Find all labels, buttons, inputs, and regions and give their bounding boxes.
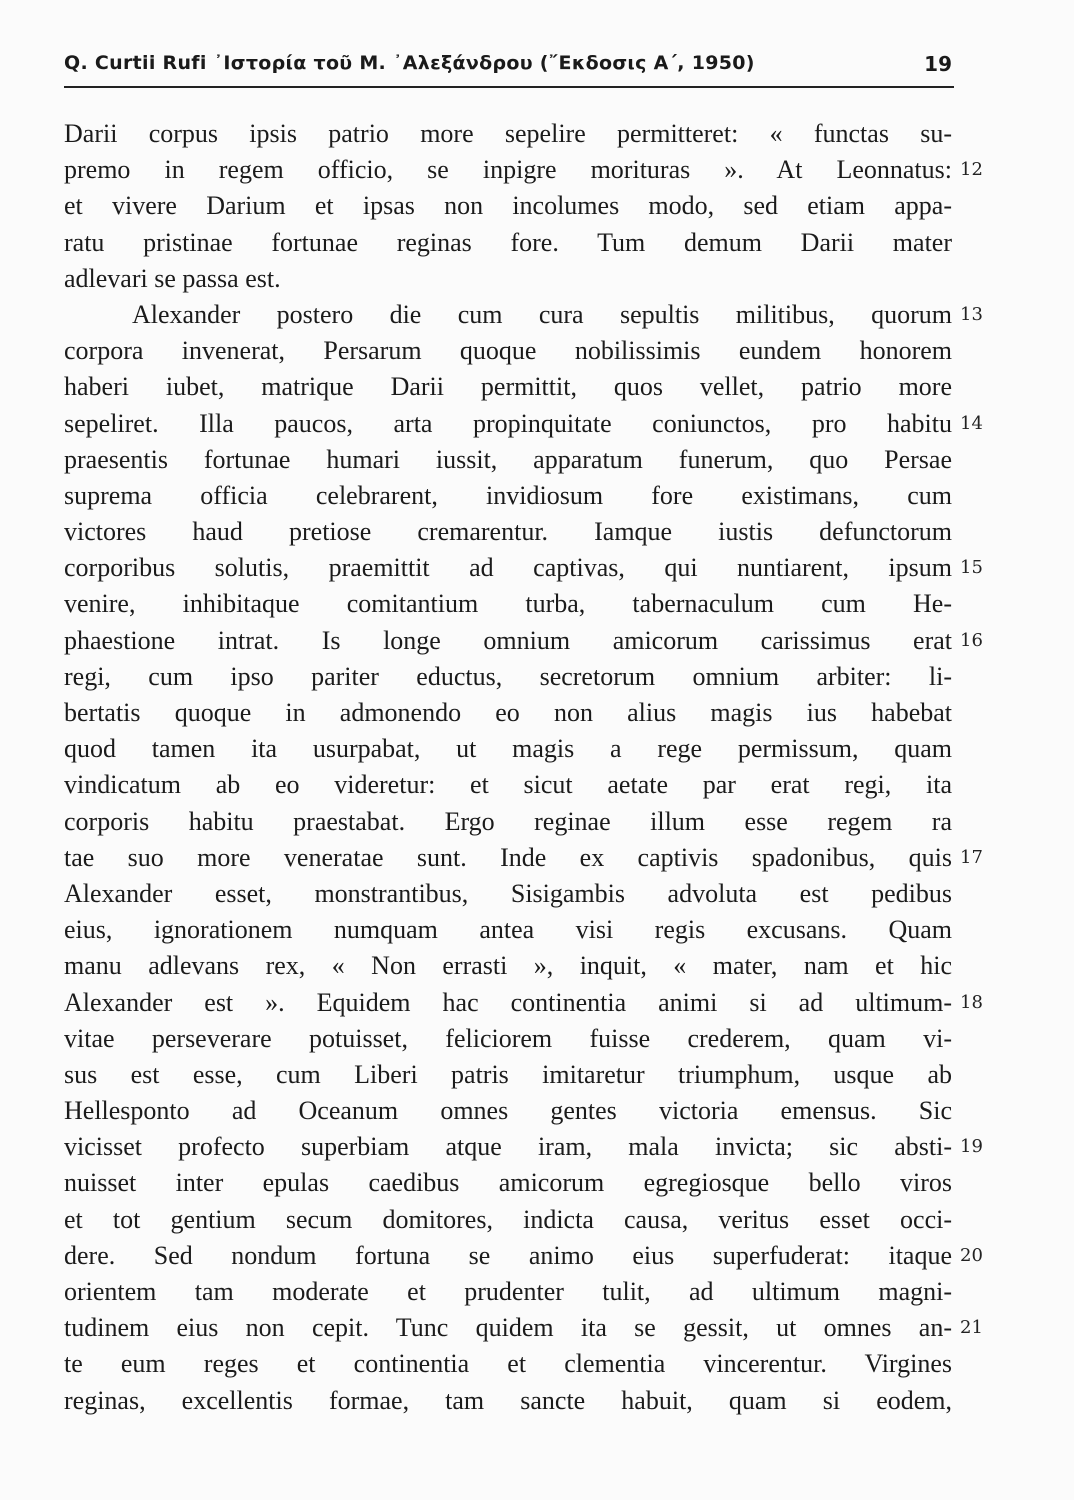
line-text: haberi iubet, matrique Darii permittit, quos vellet, patrio more <box>64 372 952 402</box>
section-number: 17 <box>960 846 983 868</box>
line-text: reginas, excellentis formae, tam sancte habuit, quam si eodem, <box>64 1385 952 1415</box>
text-line <box>64 767 952 803</box>
text-line <box>64 695 952 731</box>
text-line <box>64 514 952 550</box>
line-text: corporibus solutis, praemittit ad captivas, qui nuntiarent, ipsum <box>64 553 952 583</box>
page-number: 19 <box>924 52 952 76</box>
text-line <box>64 1057 952 1093</box>
line-text: et tot gentium secum domitores, indicta causa, veritus esset occi- <box>64 1204 952 1234</box>
line-text: quod tamen ita usurpabat, ut magis a rege permissum, quam <box>64 734 952 764</box>
section-number: 14 <box>960 412 983 434</box>
line-text: manu adlevans rex, « Non errasti », inquit, « mater, nam et hic <box>64 951 952 981</box>
line-text: nuisset inter epulas caedibus amicorum egregiosque bello viros <box>64 1168 952 1198</box>
line-text: phaestione intrat. Is longe omnium amicorum carissimus erat <box>64 625 952 655</box>
header-title: Q. Curtii Rufi ᾽Ιστορία τοῦ Μ. ᾽Αλεξάνδρου (῎Εκδοσις Α΄, 1950) <box>64 52 755 74</box>
line-text: adlevari se passa est. <box>64 263 281 293</box>
line-text: vitae perseverare potuisset, feliciorem fuisse crederem, quam vi- <box>64 1023 952 1053</box>
text-line <box>64 550 983 586</box>
text-line <box>64 333 952 369</box>
text-line <box>64 731 952 767</box>
line-text: bertatis quoque in admonendo eo non alius magis ius habebat <box>64 698 952 727</box>
text-line <box>64 804 952 840</box>
text-line <box>64 152 983 188</box>
text-line <box>64 1021 952 1057</box>
line-text: dere. Sed nondum fortuna se animo eius superfuderat: itaque <box>64 1240 952 1270</box>
text-line <box>64 840 983 876</box>
section-number: 12 <box>960 159 983 181</box>
text-line <box>64 1346 952 1382</box>
text-line <box>64 406 983 442</box>
text-line <box>64 1238 983 1274</box>
text-line <box>64 116 952 152</box>
line-text: regi, cum ipso pariter eductus, secretorum omnium arbiter: li- <box>64 661 952 691</box>
line-text: tudinem eius non cepit. Tunc quidem ita se gessit, ut omnes an- <box>64 1313 952 1343</box>
line-text: te eum reges et continentia et clementia vincerentur. Virgines <box>64 1349 952 1379</box>
line-text: et vivere Darium et ipsas non incolumes modo, sed etiam appa- <box>64 191 952 221</box>
line-text: corpora invenerat, Persarum quoque nobilissimis eundem honorem <box>64 336 952 366</box>
text-line <box>64 1093 952 1129</box>
line-text: Alexander esset, monstrantibus, Sisigambis advoluta est pedibus <box>64 878 952 908</box>
line-text: orientem tam moderate et prudenter tulit, ad ultimum magni- <box>64 1277 952 1306</box>
text-line <box>64 659 952 695</box>
text-line <box>64 623 983 659</box>
text-line <box>64 261 952 297</box>
text-line <box>64 442 952 478</box>
line-text: sepeliret. Illa paucos, arta propinquitate coniunctos, pro habitu <box>64 408 952 438</box>
section-number: 13 <box>960 303 983 325</box>
line-text: vindicatum ab eo videretur: et sicut aetate par erat regi, ita <box>64 770 952 800</box>
line-text: tae suo more veneratae sunt. Inde ex captivis spadonibus, quis <box>64 842 952 872</box>
line-text: Alexander postero die cum cura sepultis militibus, quorum <box>132 299 952 329</box>
text-line <box>64 948 952 984</box>
main-text <box>64 116 983 1419</box>
line-text: Darii corpus ipsis patrio more sepelire permitteret: « functas su- <box>64 119 952 148</box>
section-number: 21 <box>960 1317 983 1339</box>
section-number: 19 <box>960 1136 983 1158</box>
line-text: sus est esse, cum Liberi patris imitaretur triumphum, usque ab <box>64 1059 952 1089</box>
line-text: eius, ignorationem numquam antea visi regis excusans. Quam <box>64 915 952 945</box>
text-line <box>64 1129 983 1165</box>
line-text: Hellesponto ad Oceanum omnes gentes victoria emensus. Sic <box>64 1096 952 1126</box>
text-line <box>64 369 952 405</box>
text-line <box>64 1274 952 1310</box>
text-line <box>64 478 952 514</box>
line-text: premo in regem officio, se inpigre morituras ». At Leonnatus: <box>64 155 952 185</box>
text-line <box>64 876 952 912</box>
text-line <box>64 1165 952 1201</box>
line-text: venire, inhibitaque comitantium turba, tabernaculum cum He- <box>64 589 952 619</box>
running-header <box>64 52 954 88</box>
section-number: 18 <box>960 991 983 1013</box>
text-line <box>64 912 952 948</box>
line-text: suprema officia celebrarent, invidiosum fore existimans, cum <box>64 480 952 510</box>
text-line <box>64 1202 952 1238</box>
line-text: ratu pristinae fortunae reginas fore. Tum demum Darii mater <box>64 227 952 257</box>
line-text: Alexander est ». Equidem hac continentia animi si ad ultimum- <box>64 987 952 1017</box>
line-text: victores haud pretiose cremarentur. Iamque iustis defunctorum <box>64 517 952 547</box>
section-number: 16 <box>960 629 983 651</box>
section-number: 15 <box>960 557 983 579</box>
section-number: 20 <box>960 1244 983 1266</box>
text-line <box>64 225 952 261</box>
text-line <box>64 1383 952 1419</box>
text-line <box>64 985 983 1021</box>
text-line <box>64 188 952 224</box>
line-text: vicisset profecto superbiam atque iram, mala invicta; sic absti- <box>64 1132 952 1162</box>
line-text: corporis habitu praestabat. Ergo reginae illum esse regem ra <box>64 806 952 836</box>
text-line <box>64 297 983 333</box>
text-line <box>64 586 952 622</box>
text-line <box>64 1310 983 1346</box>
line-text: praesentis fortunae humari iussit, apparatum funerum, quo Persae <box>64 444 952 474</box>
